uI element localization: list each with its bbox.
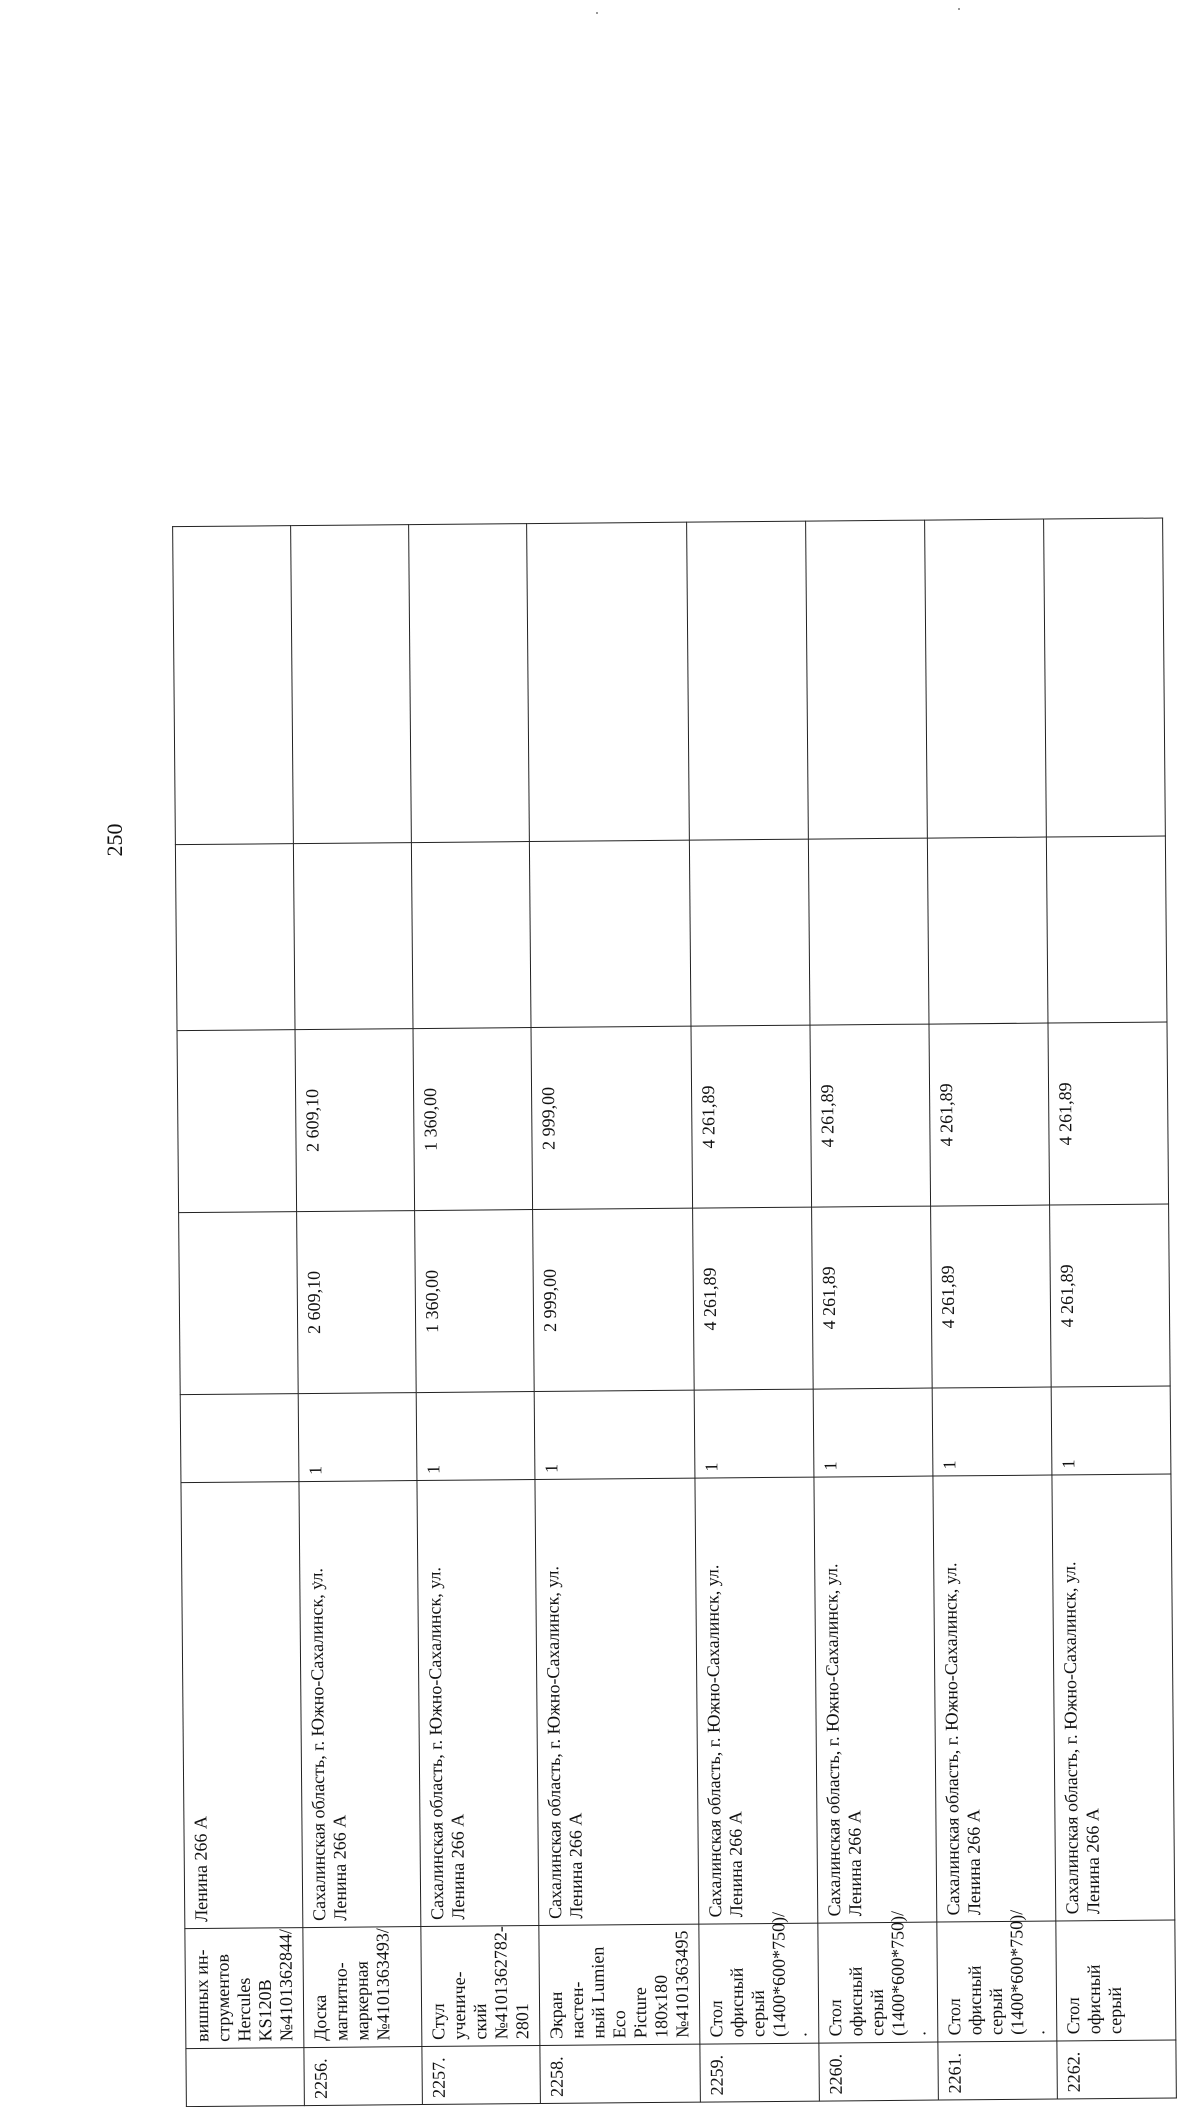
item-value: 4 261,89 [693, 1207, 814, 1390]
empty-cell [687, 521, 809, 840]
item-value-total: 4 261,89 [810, 1024, 931, 1207]
item-value-total: 1 360,00 [413, 1028, 533, 1211]
item-value: 2 999,00 [533, 1208, 695, 1391]
item-address: Сахалинская область, г. Южно-Сахалинск, ул. Ленина 266 А [814, 1476, 937, 1923]
item-quantity: 1 [694, 1389, 814, 1478]
item-name: Стол офисный серый (1400*600*750)/ . [699, 1923, 819, 2044]
item-value-total: 2 609,10 [295, 1029, 415, 1212]
table-body [173, 518, 1177, 2107]
item-value: 1 360,00 [415, 1210, 535, 1393]
rotated-table-wrapper [172, 519, 1134, 2107]
item-address: Ленина 266 А [181, 1482, 303, 1929]
empty-cell [689, 839, 810, 1026]
item-quantity: 1 [534, 1390, 695, 1479]
item-name: Стол офисный серый [1056, 1920, 1176, 2041]
item-address: Сахалинская область, г. Южно-Сахалинск, ул. Ленина 266 А [1052, 1474, 1175, 1921]
empty-cell [527, 522, 690, 841]
table-row [806, 520, 939, 2101]
empty-cell [927, 837, 1048, 1024]
item-address: Сахалинская область, г. Южно-Сахалинск, ул. Ленина 266 А [695, 1477, 818, 1924]
item-quantity: 1 [932, 1387, 1052, 1476]
table-row [291, 525, 423, 2106]
page-number: 250 [102, 823, 127, 857]
table-row [173, 526, 305, 2107]
scan-speck [596, 12, 598, 14]
item-value: 4 261,89 [812, 1206, 933, 1389]
item-name: Экран настен- ный Lumien Eco Picture 180x180 №4101363495 [539, 1924, 700, 2045]
item-name: Стул учениче- ский №4101362782- 2801 [421, 1926, 540, 2047]
item-name: Стол офисный серый (1400*600*750)/ . [937, 1921, 1057, 2042]
empty-cell [529, 840, 691, 1027]
empty-cell [293, 843, 413, 1030]
row-number: 2257. [422, 2046, 541, 2105]
empty-cell [409, 524, 530, 843]
empty-cell [291, 525, 412, 844]
row-number: 2258. [540, 2044, 701, 2103]
item-quantity [180, 1394, 299, 1483]
table-row [687, 521, 820, 2102]
item-quantity: 1 [298, 1393, 417, 1482]
empty-cell [808, 838, 929, 1025]
item-name: Доска магнитно- маркерная №4101363493/ [303, 1927, 422, 2048]
row-number: 2256. [304, 2047, 423, 2106]
empty-cell [175, 844, 295, 1031]
table-row [409, 524, 541, 2105]
row-number: 2261. [938, 2041, 1058, 2100]
item-quantity: 1 [813, 1388, 933, 1477]
empty-cell [925, 519, 1047, 838]
item-value: 2 609,10 [297, 1211, 417, 1394]
item-name: вишных ин- струментов Hercules KS120B №4101362844/ [185, 1928, 304, 2049]
item-name: Стол офисный серый (1400*600*750)/ . [818, 1922, 938, 2043]
inventory-table [172, 518, 1177, 2107]
item-value-total: 2 999,00 [531, 1026, 693, 1209]
item-address: Сахалинская область, г. Южно-Сахалинск, ул. Ленина 266 А [535, 1478, 699, 1925]
table-row [1044, 518, 1177, 2099]
item-value-total: 4 261,89 [929, 1023, 1050, 1206]
item-value-total: 4 261,89 [691, 1025, 812, 1208]
item-value [179, 1212, 299, 1395]
item-value-total: 4 261,89 [1048, 1022, 1169, 1205]
item-address: Сахалинская область, г. Южно-Сахалинск, ул. Ленина 266 А [417, 1480, 539, 1927]
scan-speck [958, 8, 960, 10]
item-quantity: 1 [1051, 1386, 1171, 1475]
item-value: 4 261,89 [931, 1205, 1052, 1388]
empty-cell [1044, 518, 1166, 837]
table-row [925, 519, 1058, 2100]
item-value: 4 261,89 [1050, 1204, 1171, 1387]
item-address: Сахалинская область, г. Южно-Сахалинск, ул. Ленина 266 А [933, 1475, 1056, 1922]
empty-cell [806, 520, 928, 839]
empty-cell [411, 842, 531, 1029]
row-number [186, 2048, 305, 2107]
row-number: 2260. [819, 2042, 939, 2101]
row-number: 2259. [700, 2043, 820, 2102]
item-address: Сахалинская область, г. Южно-Сахалинск, ул. Ленина 266 А [299, 1481, 421, 1928]
row-number: 2262. [1057, 2040, 1177, 2099]
empty-cell [173, 526, 294, 845]
table-row [527, 522, 701, 2103]
empty-cell [1046, 836, 1167, 1023]
item-value-total [177, 1030, 297, 1213]
item-quantity: 1 [416, 1392, 535, 1481]
